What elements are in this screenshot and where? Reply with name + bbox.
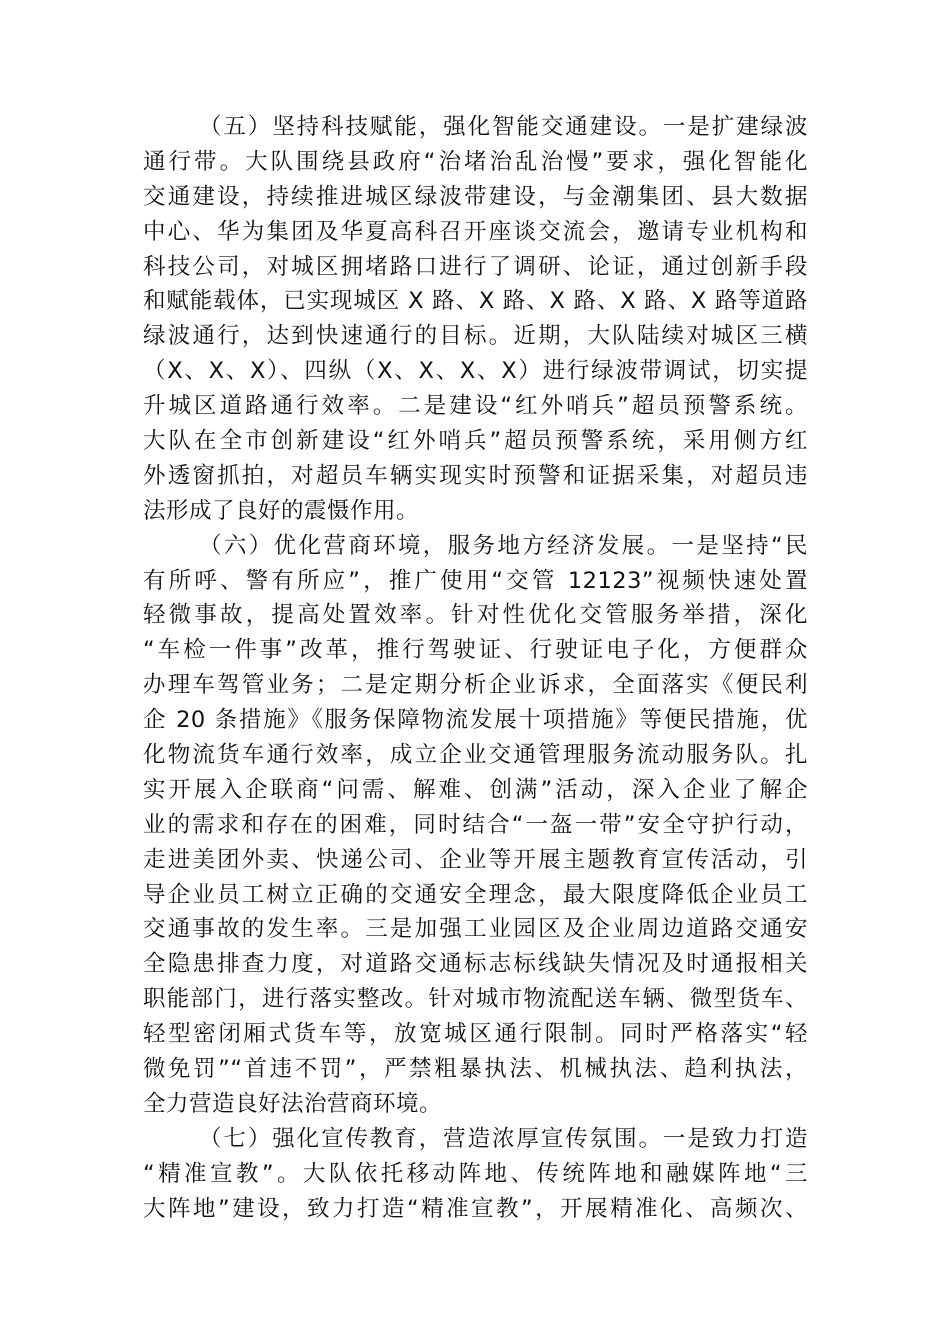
paragraph-5-line: 交通建设，持续推进城区绿波带建设，与金潮集团、县大数据 [143, 183, 808, 210]
paragraph-6-line: 全隐患排查力度，对道路交通标志标线缺失情况及时通报相关 [143, 951, 808, 978]
paragraph-6-line: 轻微事故，提高处置效率。针对性优化交管服务举措，深化 [143, 602, 808, 629]
paragraph-6-line: 有所呼、警有所应”，推广使用“交管 12123”视频快速处置 [143, 567, 808, 594]
paragraph-5-line: 和赋能载体，已实现城区 X 路、X 路、X 路、X 路、X 路等道路 [143, 288, 808, 315]
paragraph-6-line: 实开展入企联商“问需、解难、创满”活动，深入企业了解企 [143, 776, 808, 803]
paragraph-5-line: （五）坚持科技赋能，强化智能交通建设。一是扩建绿波 [199, 114, 808, 140]
paragraph-5-line: 外透窗抓拍，对超员车辆实现实时预警和证据采集，对超员违 [143, 462, 808, 489]
paragraph-6-line: 业的需求和存在的困难，同时结合“一盔一带”安全守护行动， [143, 811, 808, 838]
paragraph-6-line: 走进美团外卖、快递公司、企业等开展主题教育宣传活动，引 [143, 846, 808, 873]
paragraph-5-line: 升城区道路通行效率。二是建设“红外哨兵”超员预警系统。 [143, 393, 808, 420]
paragraph-6-line: 职能部门，进行落实整改。针对城市物流配送车辆、微型货车、 [143, 986, 808, 1013]
paragraph-5-line: 中心、华为集团及华夏高科召开座谈交流会，邀请专业机构和 [143, 218, 808, 245]
paragraph-7-line: 大阵地”建设，致力打造“精准宣教”，开展精准化、高频次、 [143, 1195, 808, 1222]
paragraph-5-line: 法形成了良好的震慑作用。 [143, 497, 420, 524]
paragraph-5-line: 大队在全市创新建设“红外哨兵”超员预警系统，采用侧方红 [143, 428, 808, 455]
paragraph-6-line: 全力营造良好法治营商环境。 [143, 1090, 443, 1117]
paragraph-7-line: （七）强化宣传教育，营造浓厚宣传氛围。一是致力打造 [199, 1125, 808, 1152]
paragraph-5-line: 科技公司，对城区拥堵路口进行了调研、论证，通过创新手段 [143, 253, 808, 280]
paragraph-6-line: （六）优化营商环境，服务地方经济发展。一是坚持“民 [199, 532, 808, 559]
paragraph-5-line: 绿波通行，达到快速通行的目标。近期，大队陆续对城区三横 [143, 323, 808, 350]
paragraph-6-line: 导企业员工树立正确的交通安全理念，最大限度降低企业员工 [143, 881, 808, 908]
paragraph-5-line: 通行带。大队围绕县政府“治堵治乱治慢”要求，强化智能化 [143, 148, 808, 175]
paragraph-5-line: （X、X、X）、四纵（X、X、X、X）进行绿波带调试，切实提 [143, 358, 808, 385]
paragraph-6-line: 轻型密闭厢式货车等，放宽城区通行限制。同时严格落实“轻 [143, 1021, 808, 1048]
paragraph-6-line: 微免罚”“首违不罚”，严禁粗暴执法、机械执法、趋利执法， [143, 1056, 808, 1083]
document-body [143, 110, 808, 1227]
paragraph-6-line: 企 20 条措施》《服务保障物流发展十项措施》等便民措施，优 [143, 707, 808, 734]
paragraph-6-line: “车检一件事”改革，推行驾驶证、行驶证电子化，方便群众 [143, 637, 808, 664]
paragraph-6-line: 化物流货车通行效率，成立企业交通管理服务流动服务队。扎 [143, 742, 808, 769]
paragraph-6-line: 办理车驾管业务；二是定期分析企业诉求，全面落实《便民利 [143, 672, 808, 699]
paragraph-7-line: “精准宣教”。大队依托移动阵地、传统阵地和融媒阵地“三 [143, 1160, 808, 1187]
paragraph-6-line: 交通事故的发生率。三是加强工业园区及企业周边道路交通安 [143, 916, 808, 943]
